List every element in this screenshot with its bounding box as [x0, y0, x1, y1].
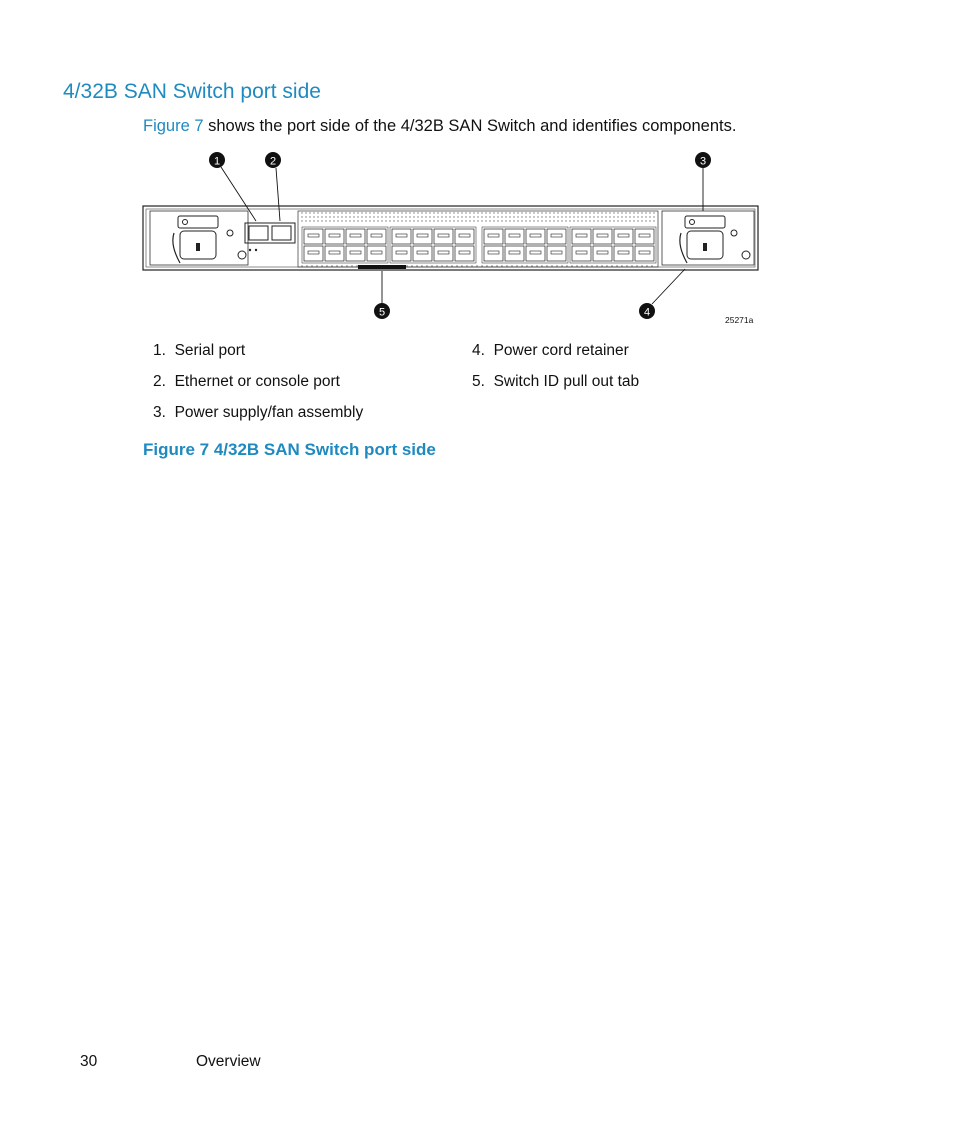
legend-item-5: 5. Switch ID pull out tab — [472, 373, 640, 390]
callout-3-label: 3 — [699, 155, 707, 168]
legend-item-1: 1. Serial port — [153, 342, 246, 359]
footer-section: Overview — [196, 1053, 261, 1070]
callout-3 — [695, 152, 711, 211]
page-number: 30 — [80, 1053, 98, 1070]
callout-5 — [374, 271, 390, 319]
figure-link[interactable]: Figure 7 — [143, 117, 204, 135]
intro-text: shows the port side of the 4/32B SAN Switch and identifies components. — [203, 117, 737, 135]
legend-item-2: 2. Ethernet or console port — [153, 373, 340, 390]
callout-5-label: 5 — [378, 306, 386, 319]
section-heading: 4/32B SAN Switch port side — [63, 80, 321, 103]
intro-paragraph — [143, 117, 736, 136]
callout-4 — [639, 269, 685, 319]
switch-id-tab — [358, 265, 406, 269]
legend-item-4: 4. Power cord retainer — [472, 342, 629, 359]
switch-figure — [140, 145, 765, 330]
figure-caption: Figure 7 4/32B SAN Switch port side — [143, 440, 436, 459]
legend-item-3: 3. Power supply/fan assembly — [153, 404, 364, 421]
callout-2-label: 2 — [269, 155, 277, 168]
chassis-outline — [143, 206, 758, 270]
drawing-id: 25271a — [725, 315, 754, 325]
switch-diagram — [140, 145, 765, 330]
callout-4-label: 4 — [643, 306, 651, 319]
callout-1-label: 1 — [213, 155, 221, 168]
